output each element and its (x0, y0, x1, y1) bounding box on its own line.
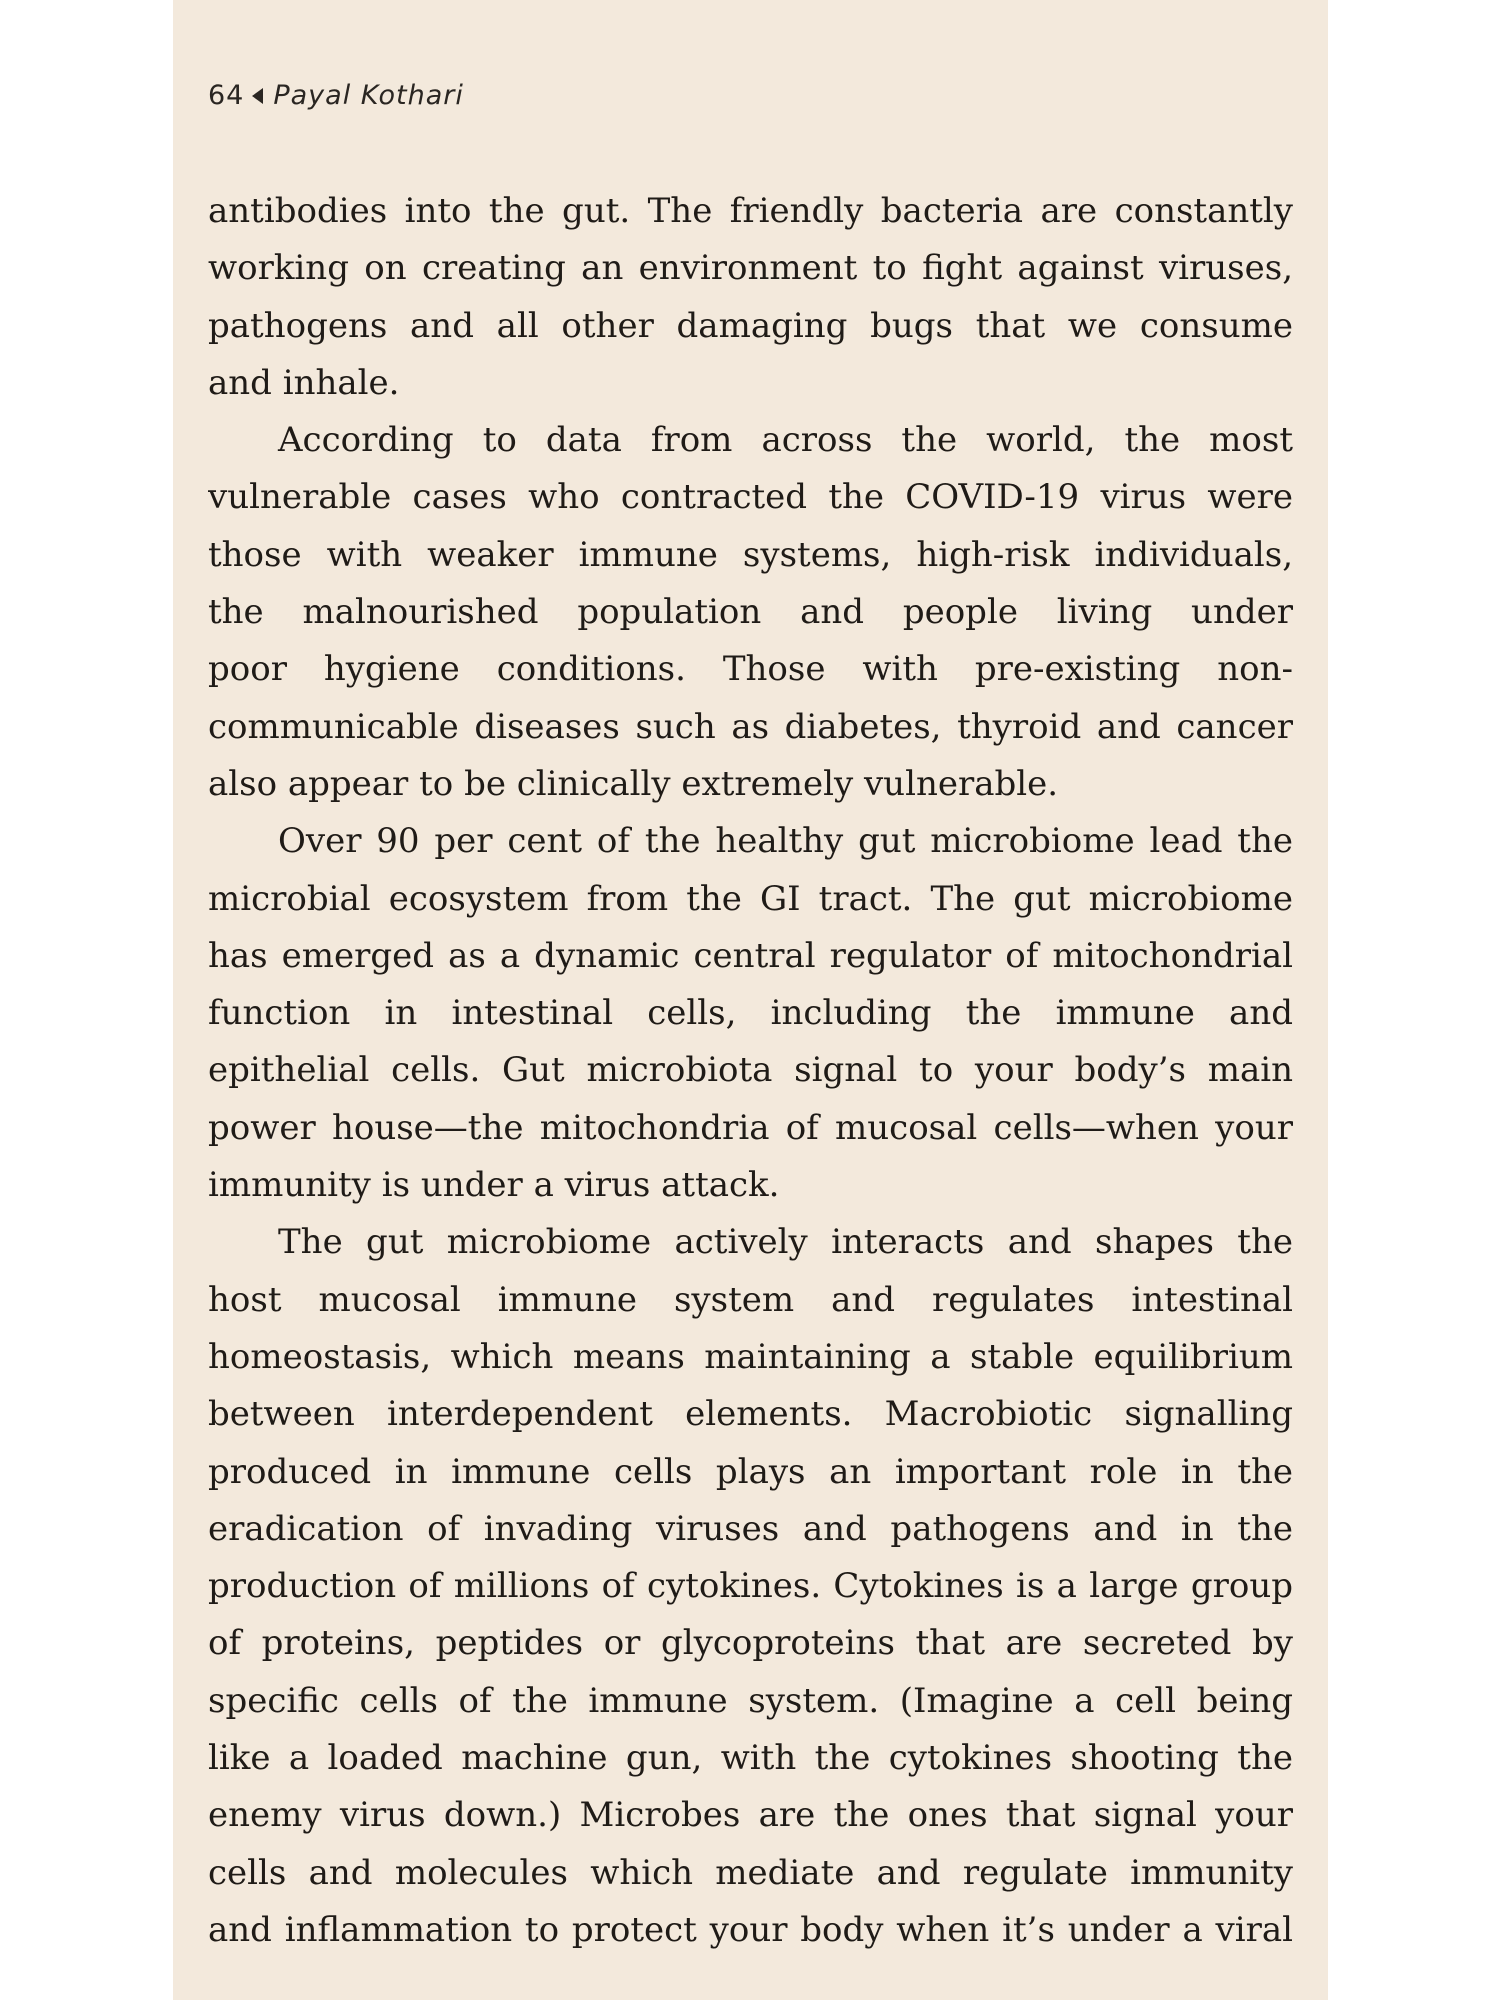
text-line: of proteins, peptides or glycoproteins that are secreted by (208, 1623, 1293, 1664)
page-number: 64 (208, 80, 245, 111)
text-line: epithelial cells. Gut microbiota signal to your body’s main (208, 1050, 1293, 1091)
text-line: function in intestinal cells, including the immune and (208, 993, 1293, 1034)
text-line: power house—the mitochondria of mucosal cells—when your (208, 1107, 1293, 1148)
text-line: those with weaker immune systems, high-risk individuals, (208, 534, 1293, 575)
text-line: communicable diseases such as diabetes, thyroid and cancer (208, 706, 1293, 747)
text-line: homeostasis, which means maintaining a stable equilibrium (208, 1336, 1293, 1377)
text-line: also appear to be clinically extremely vulnerable. (208, 763, 1059, 804)
text-line: specific cells of the immune system. (Imagine a cell being (208, 1680, 1293, 1721)
text-line: host mucosal immune system and regulates intestinal (208, 1279, 1293, 1320)
paragraph-2 (208, 412, 1293, 813)
page-body (208, 183, 1293, 1959)
text-line: like a loaded machine gun, with the cytokines shooting the (208, 1738, 1293, 1779)
running-header (208, 80, 464, 111)
text-line: The gut microbiome actively interacts and shapes the (278, 1222, 1293, 1263)
text-line: produced in immune cells plays an important role in the (208, 1451, 1293, 1492)
text-line: has emerged as a dynamic central regulator of mitochondrial (208, 935, 1293, 976)
book-page (173, 0, 1328, 2000)
text-line: between interdependent elements. Macrobiotic signalling (208, 1394, 1293, 1435)
text-line: eradication of invading viruses and pathogens and in the (208, 1508, 1293, 1549)
text-line: cells and molecules which mediate and regulate immunity (208, 1852, 1293, 1893)
text-line: immunity is under a virus attack. (208, 1165, 780, 1206)
paragraph-3 (208, 813, 1293, 1214)
text-line: pathogens and all other damaging bugs that we consume (208, 305, 1293, 346)
text-line: and inhale. (208, 362, 400, 403)
text-line: and inflammation to protect your body when it’s under a viral (208, 1909, 1293, 1950)
text-line: enemy virus down.) Microbes are the ones that signal your (208, 1795, 1293, 1836)
text-line: antibodies into the gut. The friendly bacteria are constantly (208, 191, 1293, 231)
text-line: According to data from across the world, the most (278, 420, 1293, 461)
paragraph-1 (208, 183, 1293, 412)
text-line: microbial ecosystem from the GI tract. The gut microbiome (208, 878, 1293, 919)
text-line: Over 90 per cent of the healthy gut microbiome lead the (278, 821, 1293, 862)
text-line: working on creating an environment to fight against viruses, (208, 248, 1293, 289)
text-line: the malnourished population and people living under (208, 592, 1293, 633)
paragraph-4 (208, 1214, 1293, 1959)
text-line: poor hygiene conditions. Those with pre-existing non- (208, 649, 1293, 690)
text-line: production of millions of cytokines. Cytokines is a large group (208, 1566, 1293, 1607)
text-line: vulnerable cases who contracted the COVID-19 virus were (208, 477, 1293, 518)
left-arrow-icon (252, 88, 263, 104)
author-name: Payal Kothari (273, 80, 464, 111)
